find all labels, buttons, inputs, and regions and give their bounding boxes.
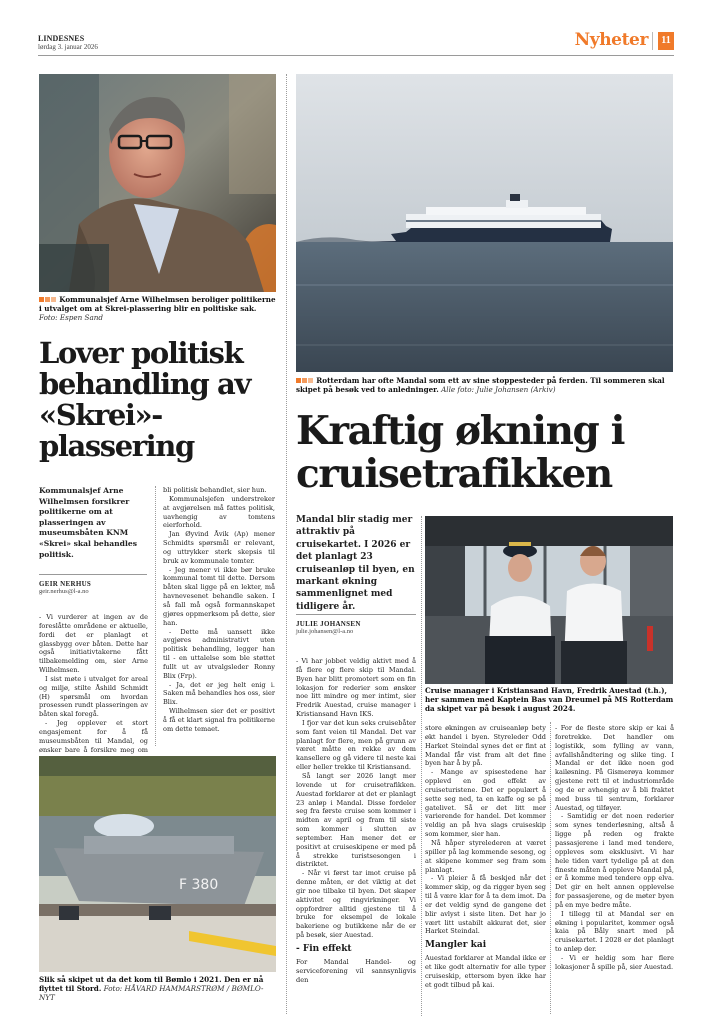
paragraph: Wilhelmsen sier det er positivt å få et klart signal fra politikerne om dette temaet. [163, 707, 275, 733]
paragraph: - Mange av spisestedene har opplevd en god effekt av cruiseturistene. Det er populært å sette seg ned, ta en kaffe og se på gatelivet. Så er det litt mer varierende for handel. Det kommer veldig an på hva slags cruiseskip som kommer, sier han. [425, 768, 546, 839]
caption-marker-icon [51, 297, 56, 302]
edition-place: LINDESNES [38, 34, 85, 43]
photo-caption-rotterdam [296, 376, 676, 394]
author-name: GEIR NERHUS [39, 580, 92, 588]
paragraph: - Når vi først tar imot cruise på denne måten, er det viktig at det gir noe tilbake til byen. Det skaper aktivitet og ringvirkninger. Vi oppfordrer alltid gjestene til å bruke for eksempel de lokale bakeriene og butikkene når de er på besøk, sier Auestad. [296, 869, 416, 940]
caption-marker-icon [296, 378, 301, 383]
paragraph: I tillegg til at Mandal ser en økning i popularitet, kommer også kaia på Båly snart med på cruisekartet. I 2028 er det planlagt to anløp der. [555, 909, 674, 954]
paragraph: Nå håper styrelederen at været spiller på lag kommende sesong, og at skipene kommer seg fram som planlagt. [425, 838, 546, 874]
hull-marking: F 380 [179, 877, 219, 893]
ingress-skrei: Kommunalsjef Arne Wilhelmsen forsikrer politikerne om at plasseringen av museumsbåten KNM «Skrei» skal behandles politisk. [39, 486, 137, 559]
cruise-ship-image [296, 74, 673, 372]
edition-date: lørdag 3. januar 2026 [38, 43, 98, 51]
paragraph: Så langt ser 2026 langt mer lovende ut for cruisetrafikken. Auestad forklarer at det er planlagt 23 anløp i Mandal. Disse fordeler seg fra første cruise som kommer i midten av april og fram til siste som kommer i slutten av september. Han mener det er positivt at cruiseskipene er med på å strekke turistsesongen i distriktet. [296, 771, 416, 869]
paragraph: For Mandal Handel- og serviceforening vil sannsynligvis den [296, 958, 416, 984]
photo-credit: Foto: Espen Sand [39, 313, 103, 322]
paragraph: Jan Øyvind Åvik (Ap) mener Schmidts spørsmål er relevant, og uttrykker sterk skepsis til bruk av kommunale tomter. [163, 530, 275, 565]
paragraph: bli politisk behandlet, sier hun. [163, 486, 267, 494]
body-col-cruise-1 [296, 657, 416, 985]
column-divider [155, 486, 156, 746]
paragraph: - Jeg mener vi ikke bør bruke kommunal tomt til dette. Dersom båten skal ligge på en lekter, må havnevesenet behandle saken. I så fall må også formannskapet gjøres oppmerksom på dette, sier han. [163, 565, 275, 627]
caption-text: Cruise manager i Kristiansand Havn, Fredrik Auestad (t.h.), her sammen med Kaptein Bas van Dreumel på MS Rotterdam da skipet var på besøk i august 2024. [425, 686, 674, 713]
ingress-cruise: Mandal blir stadig mer attraktiv på cruisekartet. I 2026 er det planlagt 23 cruiseanløp til byen, en markant økning sammenlignet med tidligere år. [296, 515, 415, 612]
body-col-cruise-2 [425, 724, 546, 990]
photo-credit: Foto: HÅVARD HAMMARSTRØM / BØMLO-NYT [39, 984, 264, 1002]
body-col-skrei-1 [39, 613, 148, 763]
body-col-cruise-3 [555, 724, 674, 972]
paragraph: - Dette må uansett ikke avgjøres administrativt uten politisk behandling, legger han til - en uttalelse som ble støttet fullt ut av utvalgsleder Ronny Blix (Frp). [163, 627, 275, 680]
caption-marker-icon [39, 297, 44, 302]
header-divider [652, 32, 653, 50]
column-divider [550, 722, 551, 1014]
author-email[interactable]: geir.nerhus@l-a.no [39, 588, 89, 595]
photo-wilhelmsen [39, 74, 276, 292]
caption-text: Rotterdam har ofte Mandal som ett av sine stoppesteder på ferden. Til sommeren skal skipet på besøk ved to anledninger. [296, 376, 665, 394]
photo-rotterdam [296, 74, 673, 372]
paragraph: - Samtidig er det noen rederier som synes tenderløsning, altså å ligge på reden og frakte passasjerene i land med tendere, oppleves som eksklusivt. Vi har hele tiden vært tydelige på at den fineste måten å oppleve Mandal på, er å komme med tendere opp elva. Det gir en helt annen opplevelse for passasjerene, og de møter byen på en mye bedre måte. [555, 812, 674, 909]
paragraph: - Vi vurderer at ingen av de foreslåtte områdene er aktuelle, fordi det er planlagt et glassbygg over båten. Dette har også initiativtakerne fått tilbakemelding om, sier Arne Wilhelmsen. [39, 613, 148, 675]
article-divider [286, 74, 287, 1014]
headline-skrei: Lover politisk behandling av «Skrei»-plassering [39, 336, 250, 463]
subheading-mangler-kai: Mangler kai [425, 940, 487, 951]
page-number: 11 [658, 32, 674, 50]
paragraph: Kommunalsjefen understreker at avgjørelsen må fattes politisk, uavhengig av tomtens eierforhold. [163, 494, 275, 530]
headline-cruise: Kraftig økning i cruisetrafikken [296, 408, 624, 497]
author-email[interactable]: julie.johansen@l-a.no [296, 628, 354, 635]
body-col-skrei-2 [163, 486, 275, 734]
officers-image [425, 516, 673, 684]
author-name: JULIE JOHANSEN [296, 620, 361, 628]
photo-knm-skrei [39, 756, 276, 972]
caption-text: Kommunalsjef Arne Wilhelmsen beroliger politikerne i utvalget om at Skrei-plassering blir en politiske sak. [39, 295, 276, 313]
byline-cruise [296, 614, 416, 635]
photo-caption-wilhelmsen [39, 295, 277, 322]
page-header [38, 30, 674, 56]
caption-marker-icon [302, 378, 307, 383]
paragraph: I sist møte i utvalget for areal og miljø, stilte Åshild Schmidt (H) spørsmål om hvordan prosessen rundt plasseringen av båten skal foregå. [39, 674, 148, 719]
photo-bridge [425, 516, 673, 684]
photo-caption-knm-skrei [39, 975, 279, 1002]
section-title: Nyheter [574, 30, 648, 50]
paragraph: - Jeg opplever et stort engasjement for å få museumsbåten til Mandal, og ønsker bare å forsikre meg om [39, 719, 148, 754]
subheading-fin-effekt: - Fin effekt [296, 944, 352, 954]
paragraph: - Vi er heldig som har flere lokasjoner å spille på, sier Auestad. [555, 953, 674, 971]
column-divider [421, 516, 422, 1016]
ship-image [39, 756, 276, 972]
portrait-image [39, 74, 276, 292]
caption-text: Slik så skipet ut da det kom til Bømlo i 2021. Den er nå flyttet til Stord. [39, 975, 264, 993]
caption-marker-icon [45, 297, 50, 302]
paragraph: store økningen av cruiseanløp bety økt handel i byen. Styreleder Odd Harket Steindal synes det er fint at Mandal får vist fram alt det fine byen har å by på. [425, 724, 546, 768]
paragraph: - Vi pleier å få beskjed når det kommer skip, og da rigger byen seg til å være klar for å ta dem imot. Da er det veldig synd de gangene det blir avlyst i siste liten. Det har jo vært litt ustabilt akkurat det, sier Harket Steindal. [425, 874, 546, 936]
paragraph: - Vi har jobbet veldig aktivt med å få flere og flere skip til Mandal. Byen har blitt promotert som en fin lokasjon for rederier som ønsker noe litt mindre og mer intimt, sier Fredrik Auestad, cruise manager i Kristiansand Havn IKS. [296, 657, 416, 719]
paragraph: I fjor var det kun seks cruisebåter som fant veien til Mandal. Det var planlagt for flere, men på grunn av været måtte en rekke av dem kansellere og gå videre til neste kai eller heller trekke til Kristiansand. [296, 718, 416, 772]
photo-credit: Alle foto: Julie Johansen (Arkiv) [441, 385, 556, 394]
byline-skrei [39, 574, 147, 595]
paragraph: - Ja, det er jeg helt enig i. Saken må behandles hos oss, sier Blix. [163, 680, 275, 707]
paragraph: Auestad forklarer at Mandal ikke er et like godt alternativ for alle typer cruiseskip, ettersom byen ikke har et godt tilbud på kai. [425, 954, 546, 989]
photo-caption-bridge [425, 686, 675, 713]
caption-marker-icon [308, 378, 313, 383]
paragraph: - For de fleste store skip er kai å foretrekke. Det handler om logistikk, som fylling av vann, avfallshåndtering og slike ting. I Mandal er det ikke noen god kailøsning. På Gismerøya kommer gjestene rett til et industriområde og de er avhengig av å bli fraktet med buss til sentrum, forklarer Auestad, og tilføyer. [555, 724, 674, 812]
